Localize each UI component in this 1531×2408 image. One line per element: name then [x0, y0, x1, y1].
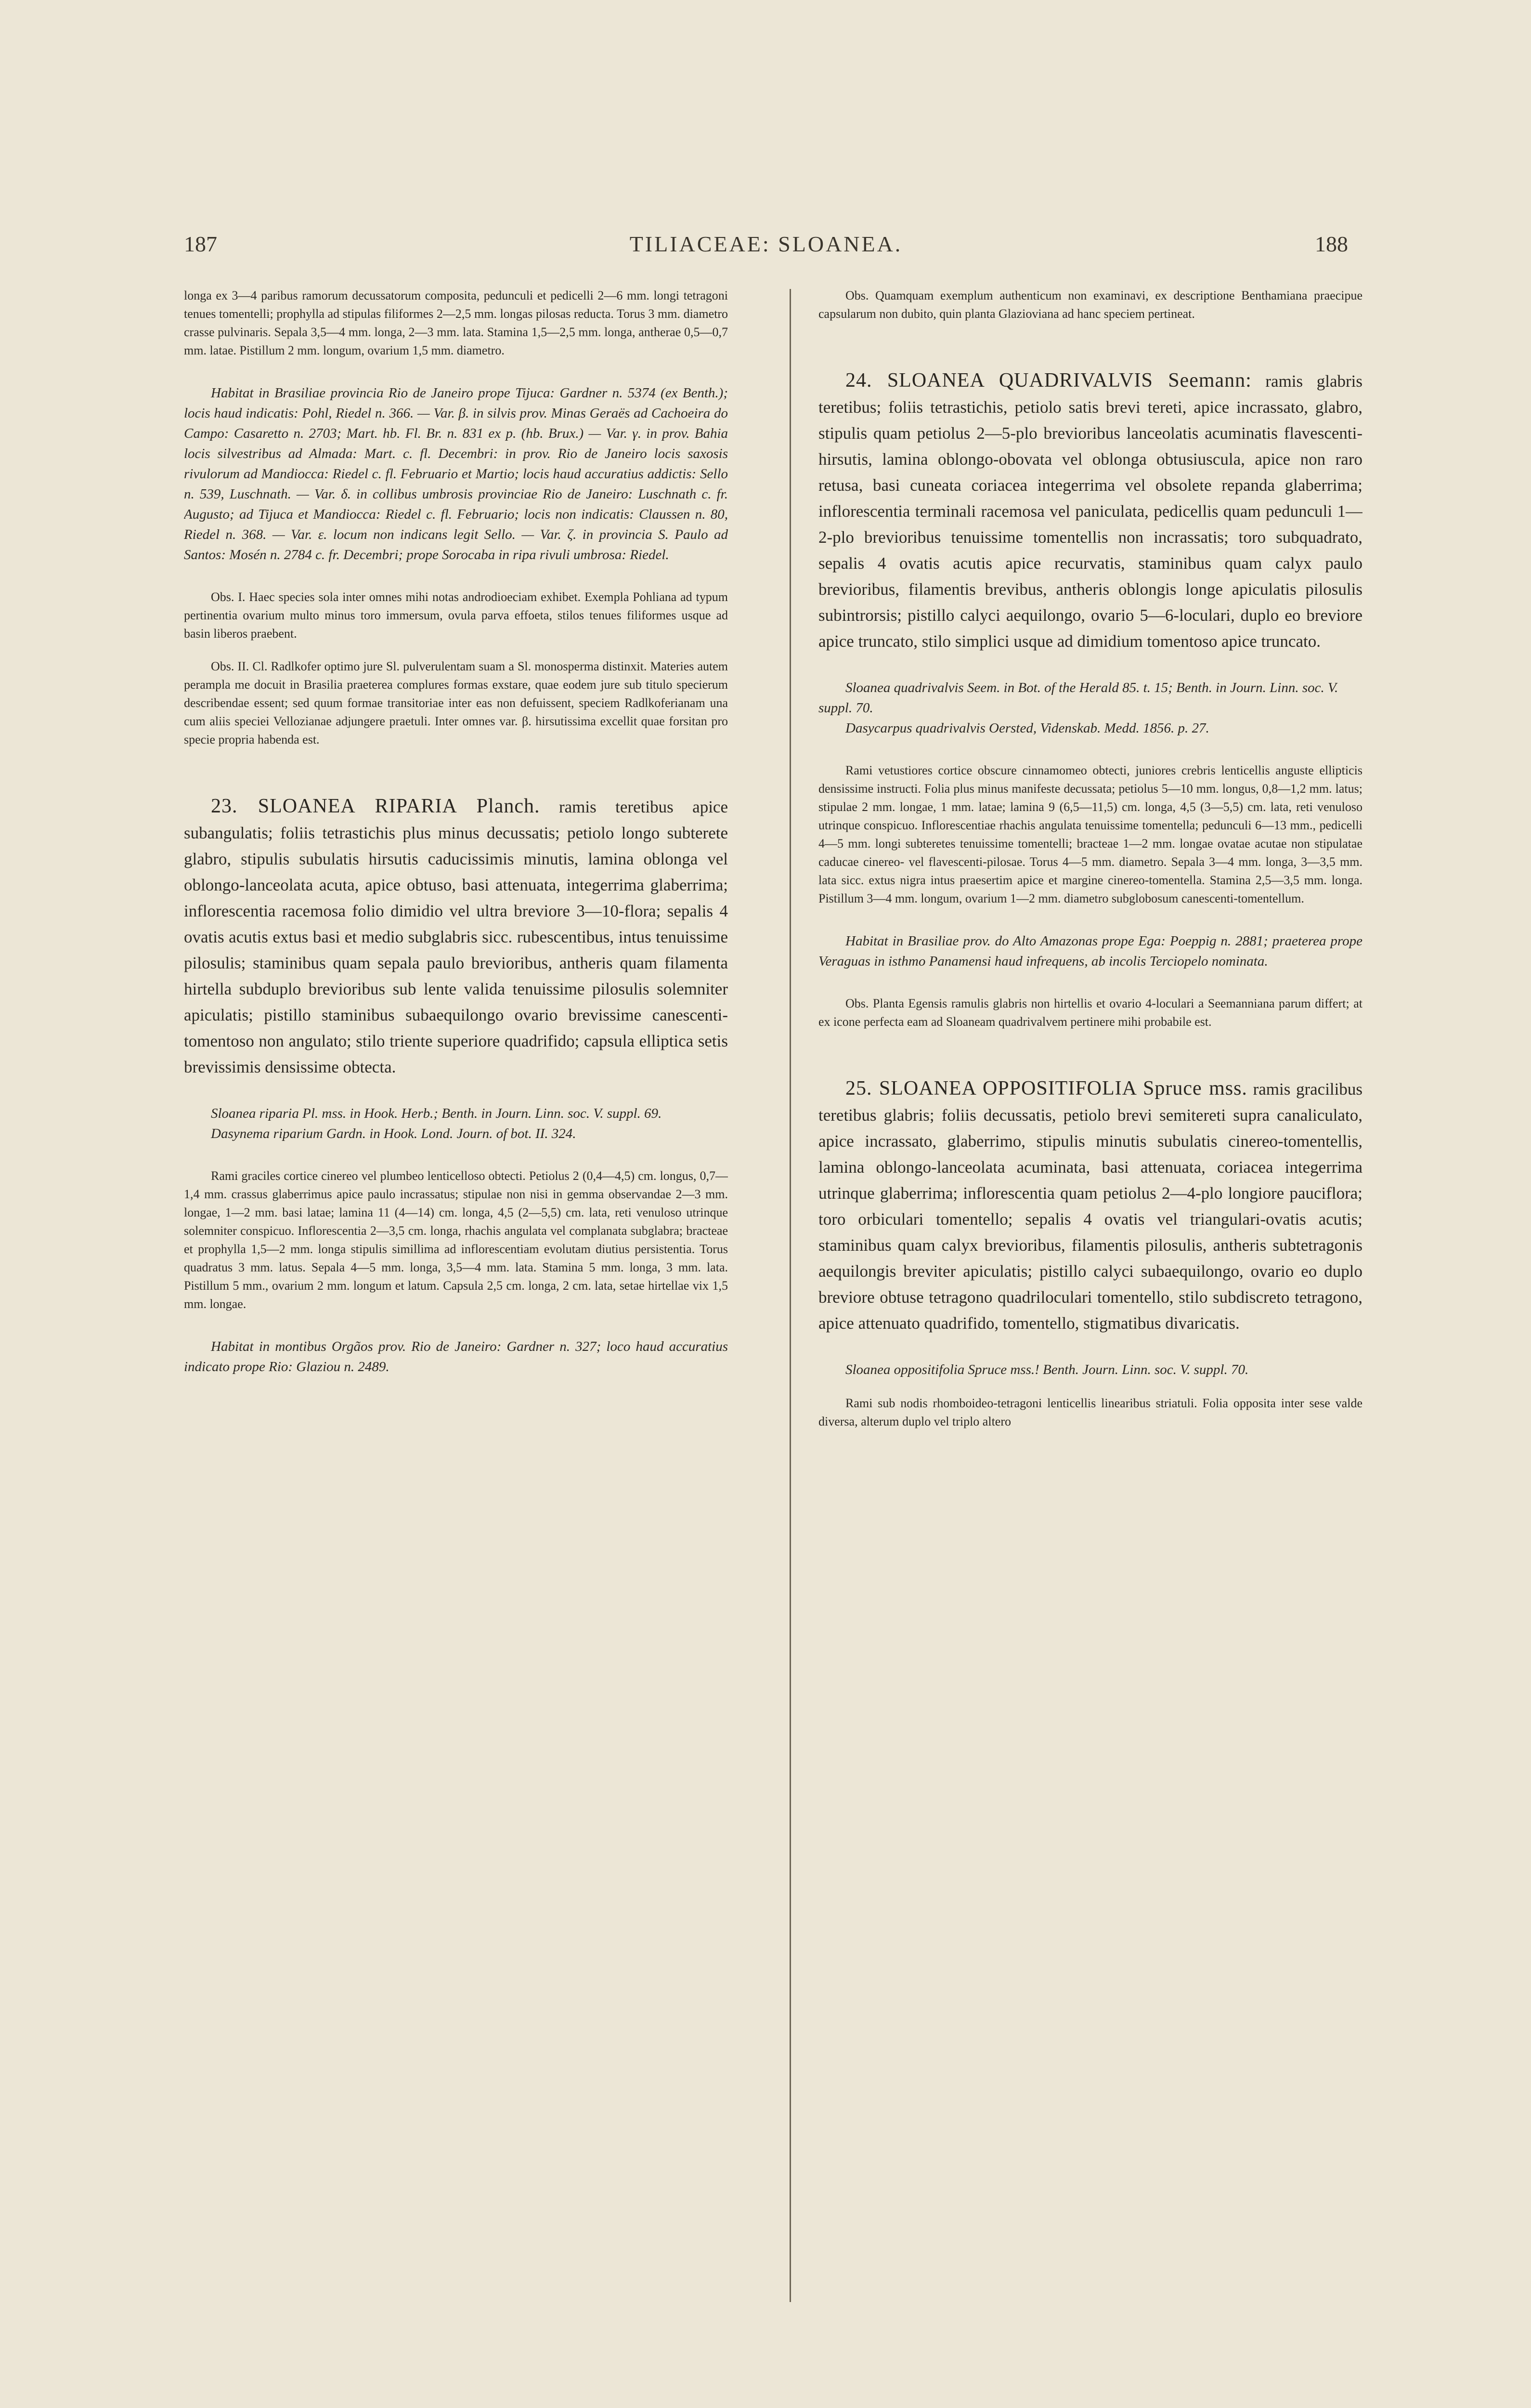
species-24-reference-2: Dasycarpus quadrivalvis Oersted, Videnskab. Medd. 1856. p. 27.: [845, 720, 1209, 736]
left-column: [184, 287, 728, 2309]
species-25-reference: Sloanea oppositifolia Spruce mss.! Benth. Journ. Linn. soc. V. suppl. 70.: [845, 1362, 1249, 1377]
page-header: [184, 231, 1348, 265]
species-24-habitat: Habitat in Brasiliae prov. do Alto Amazonas prope Ega: Poeppig n. 2881; praeterea prope Veraguas in isthmo Panamensi haud infrequens, ab incolis Terciopelo nominata.: [818, 933, 1362, 969]
species-24-observation: Obs. Planta Egensis ramulis glabris non hirtellis et ovario 4-loculari a Seemanniana parum differt; at ex icone perfecta eam ad Sloaneam quadrivalvem pertinere mihi probabile est.: [818, 996, 1362, 1029]
species-25-diagnosis: [818, 1075, 1362, 1336]
species-24-diagnosis: [818, 367, 1362, 654]
observation-top: Obs. Quamquam exemplum authenticum non examinavi, ex descriptione Benthamiana praecipue capsularum non dubito, quin planta Glazioviana ad hanc speciem pertineat.: [818, 288, 1362, 321]
species-24-diagnosis-text: ramis glabris teretibus; foliis tetrastichis, petiolo satis brevi tereti, apice incrassato, glabro, stipulis quam petiolus 2—5-plo brevioribus lanceolatis acuminatis flavescenti-hirsutis, lamina oblongo-obovata vel oblonga obtusiuscula, apice non raro retusa, basi cuneata coriacea integerrima vel obsolete repanda glaberrima; inflorescentia terminali racemosa vel paniculata, pedicellis quam pedunculi 1—2-plo brevioribus tenuissime tomentellis non incrassatis; toro subquadrato, sepalis 4 ovatis acutis apice recurvatis, staminibus quam calyx paulo brevioribus, filamentis brevibus, antheris oblongis longe apiculatis pilosulis subintrorsis; pistillo calyci aequilongo, ovario 5—6-loculari, duplo eo breviore apice truncato, stilo simplici usque ad dimidium tomentoso apice truncato.: [818, 372, 1362, 651]
observation-2: Obs. II. Cl. Radlkofer optimo jure Sl. pulverulentam suam a Sl. monosperma distinxit. Materies autem perampla me docuit in Brasilia praeterea complures formas exstare, quae eodem jure sub titulo specierum describendae essent; sed quum formae transitoriae inter eas non defuissent, speciem Radlkoferianam una cum aliis speciei Vellozianae adjungere praetuli. Inter omnes var. β. hirsutissima excellit quae forsitan pro specie propria habenda est.: [184, 659, 728, 746]
habitat-paragraph: Habitat in Brasiliae provincia Rio de Janeiro prope Tijuca: Gardner n. 5374 (ex Benth.); locis haud indicatis: Pohl, Riedel n. 366. — Var. β. in silvis prov. Minas Geraës ad Cachoeira do Campo: Casaretto n. 2703; Mart. hb. Fl. Br. n. 831 ex p. (hb. Brux.) — Var. γ. in prov. Bahia locis silvestribus ad Almada: Mart. c. fl. Decembri: in prov. Rio de Janeiro locis saxosis rivulorum ad Mandiocca: Riedel c. fl. Februario et Martio; locis haud accuratius addictis: Sello n. 539, Luschnath. — Var. δ. in collibus umbrosis provinciae Rio de Janeiro: Luschnath c. fr. Augusto; ad Tijuca et Mandiocca: Riedel c. fl. Februario; locis non indicatis: Claussen n. 80, Riedel n. 368. — Var. ε. locum non indicans legit Sello. — Var. ζ. in provincia S. Paulo ad Santos: Mosén n. 2784 c. fr. Decembri; prope Sorocaba in ripa rivuli umbrosa: Riedel.: [184, 385, 728, 563]
column-divider: [790, 289, 791, 2302]
observation-1: Obs. I. Haec species sola inter omnes mihi notas androdioeciam exhibet. Exempla Pohliana ad typum pertinentia ovarium multo minus toro immersum, ovula parva effoeta, stilos tenues filiformes usque ad basin liberos praebent.: [184, 590, 728, 641]
species-23-reference-2: Dasynema riparium Gardn. in Hook. Lond. Journ. of bot. II. 324.: [211, 1126, 576, 1141]
running-title: TILIACEAE: SLOANEA.: [629, 232, 903, 256]
species-25-diagnosis-text: ramis gracilibus teretibus glabris; foliis decussatis, petiolo brevi semitereti supra canaliculato, apice incrassato, glaberrimo, stipulis minutis subulatis cinereo-tomentellis, lamina oblongo-lanceolata acuminata, basi attenuata, coriacea integerrima utrinque glaberrima; inflorescentia quam petiolus 2—4-plo longiore pauciflora; toro orbiculari tomentello; sepalis 4 ovatis vel triangulari-ovatis acutis; staminibus quam calyx brevioribus, filamentis pilosulis, antheris subtetragonis aequilongis breviter apiculatis; pistillo calyci subaequilongo, ovario eo duplo breviore obtuse tetragono quadriloculari tomentello, stilo subdiscreto tetragono, apice attenuato quadrifido, tomentello, stigmatibus divaricatis.: [818, 1080, 1362, 1333]
species-23-diagnosis-text: ramis teretibus apice subangulatis; foliis tetrastichis plus minus decussatis; petiolo longo subterete glabro, stipulis subulatis hirsutis caducissimis minutis, lamina oblonga vel oblongo-lanceolata acuta, apice obtuso, basi attenuata, integerrima glaberrima; inflorescentia racemosa folio dimidio vel ultra breviore 3—10-flora; sepalis 4 ovatis acutis extus basi et medio subglabris sicc. rubescentibus, intus tenuissime pilosulis; staminibus quam sepala paulo brevioribus, antheris quam filamenta hirtella subduplo brevioribus sub lente valida tenuissime pilosulis solemniter apiculatis; pistillo staminibus subaequilongo ovario brevissime canescenti-tomentoso non angulato; stilo triente superiore quadrifido; capsula elliptica setis brevissimis densissime obtecta.: [184, 798, 728, 1076]
species-25-description: Rami sub nodis rhomboideo-tetragoni lenticellis linearibus striatuli. Folia opposita inter sese valde diversa, alterum duplo vel triplo altero: [818, 1396, 1362, 1428]
species-23-heading: 23. SLOANEA RIPARIA Planch.: [211, 795, 540, 817]
description-continued: longa ex 3—4 paribus ramorum decussatorum composita, pedunculi et pedicelli 2—6 mm. longi tetragoni tenues tomentelli; prophylla ad stipulas filiformes 2—2,5 mm. longas pilosas reducta. Torus 3 mm. diametro crasse pulvinaris. Sepala 3,5—4 mm. longa, 2—3 mm. lata. Stamina 1,5—2,5 mm. longa, antherae 0,5—0,7 mm. latae. Pistillum 2 mm. longum, ovarium 1,5 mm. diametro.: [184, 288, 728, 357]
species-23-reference-1: Sloanea riparia Pl. mss. in Hook. Herb.; Benth. in Journ. Linn. soc. V. suppl. 69.: [211, 1106, 662, 1121]
right-column: [818, 287, 1362, 2309]
species-23-habitat: Habitat in montibus Orgãos prov. Rio de Janeiro: Gardner n. 327; loco haud accuratius indicato prope Rio: Glaziou n. 2489.: [184, 1339, 728, 1374]
species-23-description: Rami graciles cortice cinereo vel plumbeo lenticelloso obtecti. Petiolus 2 (0,4—4,5) cm. longus, 0,7—1,4 mm. crassus glaberrimus apice paulo incrassatus; stipulae non nisi in gemma observandae 2—3 mm. longae, 1—2 mm. basi latae; lamina 11 (4—14) cm. longa, 4,5 (2—5,5) cm. lata, reti venuloso utrinque solemniter conspicuo. Inflorescentia 2—3,5 cm. longa, rhachis angulata vel complanata subglabra; bracteae et prophylla 1,5—2 mm. longa stipulis simillima ad inflorescentiam evolutam diutius persistentia. Torus quadratus 3 mm. latus. Sepala 4—5 mm. longa, 3,5—4 mm. lata. Stamina 5 mm. longa, 3 mm. lata. Pistillum 5 mm., ovarium 2 mm. longum et latum. Capsula 2,5 cm. longa, 2 cm. lata, setae hirtellae vix 1,5 mm. longae.: [184, 1169, 728, 1311]
species-23-diagnosis: [184, 793, 728, 1080]
page-number-right: 188: [1315, 232, 1348, 256]
species-24-description: Rami vetustiores cortice obscure cinnamomeo obtecti, juniores crebris lenticellis anguste ellipticis densissime instructi. Folia plus minus manifeste decussata; petiolus 5—10 mm. longus, 0,8—1,2 mm. latus; stipulae 2 mm. longae, 1 mm. latae; lamina 9 (6,5—11,5) cm. longa, 4,5 (3—5,5) cm. lata, reti venuloso utrinque conspicuo. Inflorescentiae rhachis angulata tenuissime tomentella; pedunculi 6—13 mm., pedicelli 4—5 mm. longi subteretes tenuissime tomentelli; bracteae 1—2 mm. longae ovatae acutae non stipulatae caducae cinereo- vel flavescenti-pilosae. Torus 4—5 mm. diametro. Sepala 3—4 mm. longa, 3—3,5 mm. lata sicc. extus nigra intus praesertim apice et margine cinereo-tomentella. Stamina 2,5—3,5 mm. longa. Pistillum 3—4 mm. longum, ovarium 1—2 mm. diametro subglobosum canescenti-tomentellum.: [818, 763, 1362, 905]
species-24-heading: 24. SLOANEA QUADRIVALVIS Seemann:: [845, 369, 1252, 392]
species-24-reference-1: Sloanea quadrivalvis Seem. in Bot. of the Herald 85. t. 15; Benth. in Journ. Linn. soc. V. suppl. 70.: [818, 680, 1338, 716]
page-number-left: 187: [184, 232, 217, 256]
species-25-heading: 25. SLOANEA OPPOSITIFOLIA Spruce mss.: [845, 1077, 1247, 1099]
